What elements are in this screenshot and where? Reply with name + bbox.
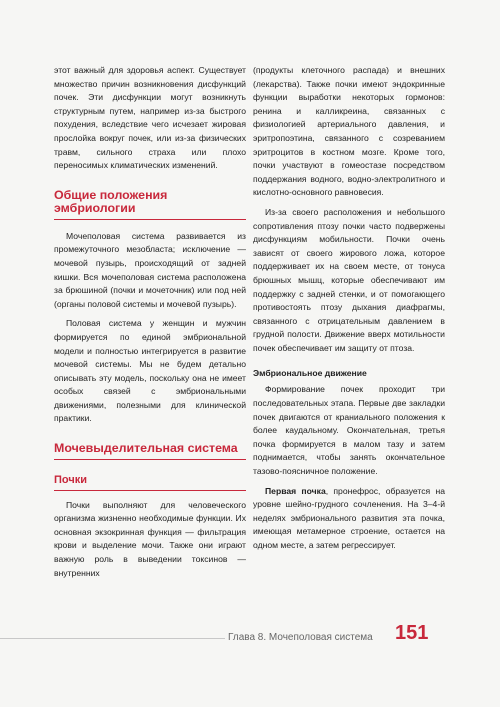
paragraph: (продукты клеточного распада) и внешних (лекарства). Также почки имеют эндокринные функции выработки некоторых гормонов: ренина и калликреина, связанных с физиологией артериального давления, и эритропоэтина, связанного с созреванием эритроцитов в костном мозге. Кроме того, почки участвуют в гомеостазе посредством поддержания водного, водно-электролитного и кислотно-основного равновесия.	[253, 65, 445, 198]
bold-term: Первая почка	[265, 485, 326, 496]
subheading-embryonic-motion: Эмбриональное движение	[253, 368, 367, 379]
paragraph	[253, 485, 445, 553]
paragraph: этот важный для здоровья аспект. Существует множество причин возникновения дисфункций почек. Эти дисфункции могут возникнуть структурным путем, например из-за быстрого похудения, вследствие чего исчезает жировая прослойка вокруг почек, или из-за физических травм, сильного страха или плохо переносимых климатических изменений.	[54, 65, 246, 171]
chapter-title: Глава 8. Мочеполовая система	[228, 632, 373, 643]
paragraph: Почки выполняют для человеческого организма жизненно необходимые функции. Их основная экзокринная функция — фильтрация крови и выделение мочи. Также они играют важную роль в выведении токсинов — внутренних	[54, 499, 246, 578]
section-heading-urinary-system: Мочевыделительная система	[54, 442, 246, 460]
paragraph: Половая система у женщин и мужчин формируется по единой эмбриональной модели и полностью интегрируется в развитие мочевой системы. Мы не будем детально описывать эту модель, поскольку она не имеет особых связей с эмбриональными движениями, полезными для клинической практики.	[54, 318, 246, 424]
paragraph: Формирование почек проходит три последовательных этапа. Первые две закладки почек двигаются от краниального положения к более каудальному. Окончательная, третья почка формируется в малом тазу и затем поднимается, чтобы занять окончательное тазово-поясничное положение.	[253, 384, 445, 477]
paragraph-text: , пронефрос, образуется на уровне шейно-грудного сочленения. На 3–4-й неделях эмбрионального развития эта почка, имеющая метамерное строение, остается на одном месте, а затем регрессирует.	[253, 485, 445, 550]
page-number: 151	[395, 622, 429, 644]
right-column	[253, 64, 445, 553]
section-heading-embryology: Общие положения эмбриологии	[54, 189, 246, 220]
paragraph: Из-за своего расположения и небольшого сопротивления птозу почки часто подвержены дисфункциям мобильности. Почки очень зависят от своего жирового ложа, которое поддерживает их на своем месте, от тонуса брюшных мышц, которые обеспечивают им поддержку с задней стенки, и от помогающего противостоять птозу дыхания диафрагмы, связанного с отрицательным давлением в грудной полости. Движение вверх мотильности почек обеспечивает им защиту от птоза.	[253, 206, 445, 353]
paragraph: Мочеполовая система развивается из промежуточного мезобласта; исключение — мочевой пузырь, происходящий от задней кишки. Вся мочеполовая система расположена за брюшиной (почки и мочеточник) или под ней (органы половой системы и мочевой пузырь).	[54, 230, 246, 309]
subsection-heading-kidneys: Почки	[54, 474, 246, 491]
left-column	[54, 64, 246, 580]
footer-rule	[0, 638, 225, 639]
page-footer	[0, 620, 500, 654]
